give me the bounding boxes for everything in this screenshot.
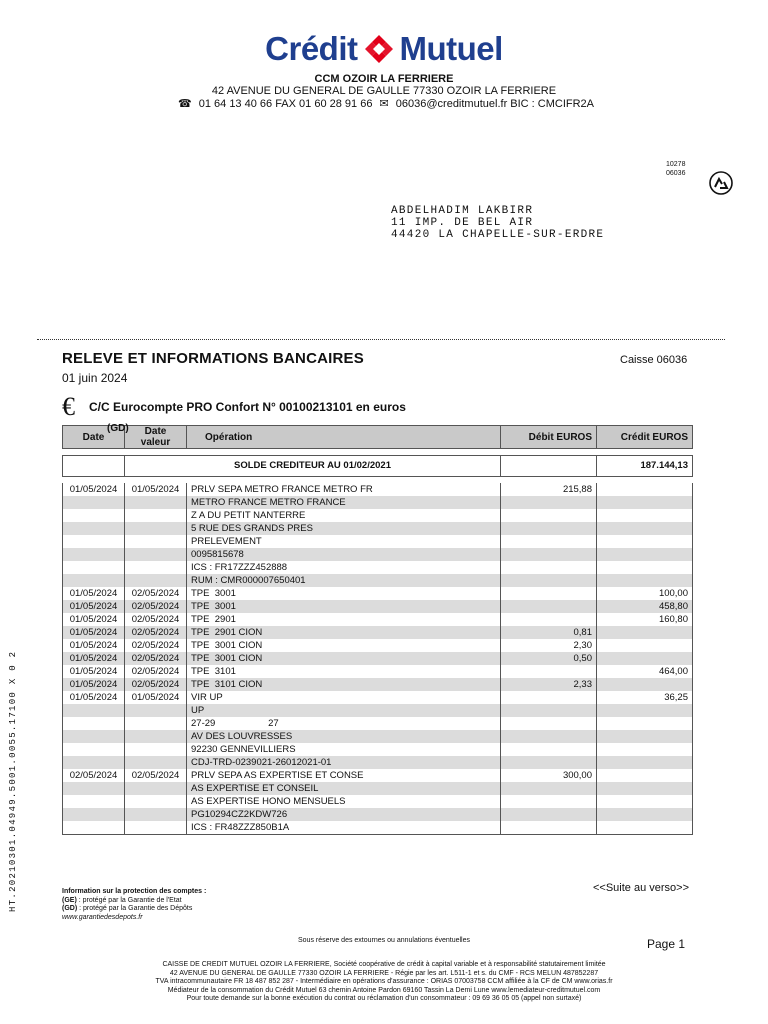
transaction-row [63, 626, 693, 639]
transaction-operation: UP [187, 704, 501, 717]
recycling-mark-icon [708, 170, 734, 196]
transaction-debit [501, 613, 597, 626]
transaction-value-date [125, 821, 187, 835]
header-credit: Crédit EUROS [597, 426, 693, 449]
transaction-row [63, 548, 693, 561]
transaction-value-date [125, 743, 187, 756]
transaction-value-date [125, 782, 187, 795]
transaction-operation: PG10294CZ2KDW726 [187, 808, 501, 821]
header-date-valeur: Date valeur [125, 426, 187, 449]
transaction-value-date: 02/05/2024 [125, 678, 187, 691]
transaction-debit [501, 743, 597, 756]
transaction-row [63, 756, 693, 769]
transaction-row [63, 535, 693, 548]
transaction-date [63, 574, 125, 587]
transaction-credit [597, 782, 693, 795]
transaction-credit: 160,80 [597, 613, 693, 626]
transaction-operation: 0095815678 [187, 548, 501, 561]
branch-phone: 01 64 13 40 66 FAX 01 60 28 91 66 [198, 98, 373, 110]
transaction-credit [597, 704, 693, 717]
transaction-credit [597, 808, 693, 821]
transaction-date [63, 535, 125, 548]
transaction-row [63, 639, 693, 652]
opening-balance-value: 187.144,13 [597, 456, 693, 477]
transaction-credit [597, 626, 693, 639]
transaction-credit [597, 821, 693, 835]
transaction-debit [501, 730, 597, 743]
transaction-credit: 36,25 [597, 691, 693, 704]
transaction-value-date [125, 522, 187, 535]
branch-address: 42 AVENUE DU GENERAL DE GAULLE 77330 OZOIR LA FERRIERE [211, 85, 557, 97]
transaction-credit [597, 561, 693, 574]
euro-icon: € [62, 392, 75, 421]
transaction-row [63, 691, 693, 704]
transaction-date: 01/05/2024 [63, 665, 125, 678]
transaction-credit [597, 483, 693, 496]
transaction-debit [501, 600, 597, 613]
recipient-name: ABDELHADIM LAKBIRR [391, 205, 534, 217]
transaction-value-date: 01/05/2024 [125, 691, 187, 704]
transaction-date [63, 743, 125, 756]
transaction-debit [501, 509, 597, 522]
transaction-date [63, 821, 125, 835]
legal-notice [0, 961, 768, 1004]
transaction-date: 01/05/2024 [63, 613, 125, 626]
recipient-city: 44420 LA CHAPELLE-SUR-ERDRE [391, 229, 605, 241]
transaction-row [63, 613, 693, 626]
bank-logo [0, 30, 768, 70]
protection-ge: (GE) : protégé par la Garantie de l'Etat [62, 896, 182, 904]
transaction-debit [501, 782, 597, 795]
transaction-credit [597, 535, 693, 548]
transaction-value-date [125, 717, 187, 730]
transaction-debit [501, 535, 597, 548]
transaction-credit: 458,80 [597, 600, 693, 613]
statement-title: RELEVE ET INFORMATIONS BANCAIRES [62, 350, 364, 367]
transaction-row [63, 587, 693, 600]
statement-date: 01 juin 2024 [62, 371, 128, 385]
transaction-credit [597, 678, 693, 691]
transaction-date [63, 717, 125, 730]
transaction-debit [501, 496, 597, 509]
transaction-value-date [125, 730, 187, 743]
transaction-value-date [125, 808, 187, 821]
transaction-value-date [125, 704, 187, 717]
transaction-debit [501, 548, 597, 561]
transaction-credit: 464,00 [597, 665, 693, 678]
transaction-operation: TPE 2901 [187, 613, 501, 626]
transaction-row [63, 665, 693, 678]
branch-name: CCM OZOIR LA FERRIERE [314, 73, 454, 85]
fold-line [37, 339, 725, 340]
legal-line: Médiateur de la consommation du Crédit Mutuel 63 chemin Antoine Pardon 69160 Tassin La Demi Lune www.lemediateur-creditmutuel.com [167, 986, 601, 994]
continue-overleaf: <<Suite au verso>> [593, 882, 690, 894]
transaction-debit: 2,33 [501, 678, 597, 691]
statement-table [62, 425, 693, 835]
branch-email-bic: 06036@creditmutuel.fr BIC : CMCIFR2A [395, 98, 595, 110]
transaction-operation: TPE 2901 CION [187, 626, 501, 639]
transaction-debit [501, 561, 597, 574]
transaction-operation: ICS : FR48ZZZ850B1A [187, 821, 501, 835]
transaction-operation: TPE 3001 [187, 600, 501, 613]
reserve-note: Sous réserve des extournes ou annulations éventuelles [298, 937, 470, 944]
transaction-credit [597, 522, 693, 535]
header-operation: Opération [187, 426, 501, 449]
opening-balance-row [63, 456, 693, 477]
logo-text-left: Crédit [265, 30, 358, 67]
transaction-row [63, 522, 693, 535]
transaction-value-date [125, 509, 187, 522]
transaction-operation: CDJ-TRD-0239021-26012021-01 [187, 756, 501, 769]
transaction-credit [597, 756, 693, 769]
transaction-row [63, 717, 693, 730]
transaction-debit [501, 522, 597, 535]
opening-balance-label: SOLDE CREDITEUR AU 01/02/2021 [125, 456, 501, 477]
transaction-value-date [125, 548, 187, 561]
legal-line: 42 AVENUE DU GENERAL DE GAULLE 77330 OZOIR LA FERRIERE - Régie par les art. L511-1 et s. du CMF - RCS MELUN 487852287 [169, 969, 599, 977]
transaction-value-date: 02/05/2024 [125, 587, 187, 600]
transaction-date: 01/05/2024 [63, 600, 125, 613]
transaction-credit: 100,00 [597, 587, 693, 600]
transaction-date: 01/05/2024 [63, 652, 125, 665]
transaction-debit: 0,81 [501, 626, 597, 639]
transaction-credit [597, 574, 693, 587]
transaction-operation: TPE 3101 [187, 665, 501, 678]
transaction-date [63, 496, 125, 509]
legal-line: Pour toute demande sur la bonne exécution du contrat ou réclamation d'un consommateur : 09 69 36 05 05 (appel non surtaxé) [186, 995, 582, 1003]
reference-codes [666, 160, 685, 178]
transaction-row [63, 821, 693, 835]
legal-line: TVA intracommunautaire FR 18 487 852 287 - Intermédiaire en opérations d'assurance : ORIAS 07003758 CCM affiliée à la CF de CM www.orias.fr [155, 978, 613, 986]
header-gd-marker: (GD) [107, 423, 129, 434]
transaction-value-date: 01/05/2024 [125, 483, 187, 496]
account-heading [62, 392, 406, 421]
transaction-row [63, 600, 693, 613]
reference-code: 06036 [666, 170, 686, 177]
transaction-operation: 92230 GENNEVILLIERS [187, 743, 501, 756]
transaction-debit: 215,88 [501, 483, 597, 496]
transaction-date: 01/05/2024 [63, 587, 125, 600]
transaction-value-date [125, 496, 187, 509]
recipient-street: 11 IMP. DE BEL AIR [391, 217, 534, 229]
transaction-operation: RUM : CMR000007650401 [187, 574, 501, 587]
transaction-row [63, 730, 693, 743]
transaction-credit [597, 769, 693, 782]
transaction-debit [501, 756, 597, 769]
transaction-date [63, 730, 125, 743]
transaction-debit: 2,30 [501, 639, 597, 652]
phone-icon: ☎ [177, 98, 192, 110]
transaction-date: 01/05/2024 [63, 639, 125, 652]
transaction-row [63, 574, 693, 587]
protection-gd: (GD) : protégé par la Garantie des Dépôts [62, 905, 193, 912]
transaction-value-date [125, 756, 187, 769]
transaction-operation: PRLV SEPA METRO FRANCE METRO FR [187, 483, 501, 496]
transaction-value-date [125, 574, 187, 587]
transaction-debit: 0,50 [501, 652, 597, 665]
statement-table-wrapper [62, 425, 692, 835]
transaction-debit [501, 574, 597, 587]
protection-title: Information sur la protection des comptes : [62, 888, 207, 895]
transaction-date [63, 522, 125, 535]
transaction-operation: AS EXPERTISE ET CONSEIL [187, 782, 501, 795]
transaction-value-date [125, 795, 187, 808]
transaction-operation: ICS : FR17ZZZ452888 [187, 561, 501, 574]
legal-line: CAISSE DE CREDIT MUTUEL OZOIR LA FERRIERE, Société coopérative de crédit à capital variable et à responsabilité statutairement limitée [162, 961, 606, 968]
transaction-row [63, 704, 693, 717]
transaction-row [63, 795, 693, 808]
transaction-debit [501, 821, 597, 835]
transaction-value-date: 02/05/2024 [125, 652, 187, 665]
transaction-row [63, 561, 693, 574]
protection-url[interactable]: www.garantiedesdepots.fr [62, 913, 143, 921]
transaction-credit [597, 717, 693, 730]
transaction-date: 01/05/2024 [63, 691, 125, 704]
transaction-operation: Z A DU PETIT NANTERRE [187, 509, 501, 522]
transaction-debit [501, 808, 597, 821]
transaction-date [63, 548, 125, 561]
table-spacer [63, 449, 693, 456]
transaction-row [63, 808, 693, 821]
transaction-credit [597, 652, 693, 665]
transaction-value-date: 02/05/2024 [125, 600, 187, 613]
vertical-tracking-code: HT.20210301.04949.5001.0055.17100 X 0 2 [8, 650, 18, 912]
transaction-debit [501, 795, 597, 808]
transaction-value-date: 02/05/2024 [125, 613, 187, 626]
transaction-date [63, 561, 125, 574]
transaction-operation: TPE 3001 [187, 587, 501, 600]
transaction-credit [597, 795, 693, 808]
mail-icon: ✉ [379, 98, 389, 110]
transaction-value-date [125, 561, 187, 574]
transaction-row [63, 496, 693, 509]
transaction-credit [597, 548, 693, 561]
transaction-date [63, 808, 125, 821]
transaction-value-date: 02/05/2024 [125, 769, 187, 782]
transaction-row [63, 509, 693, 522]
transaction-row [63, 483, 693, 496]
transaction-debit [501, 587, 597, 600]
transaction-operation: PRELEVEMENT [187, 535, 501, 548]
transaction-date: 01/05/2024 [63, 483, 125, 496]
account-label: C/C Eurocompte PRO Confort N° 00100213101 en euros [89, 400, 406, 414]
transaction-date: 02/05/2024 [63, 769, 125, 782]
transaction-operation: 27-29 27 [187, 717, 501, 730]
transaction-credit [597, 639, 693, 652]
transaction-credit [597, 743, 693, 756]
transaction-value-date: 02/05/2024 [125, 665, 187, 678]
credit-mutuel-logo-icon [362, 32, 396, 66]
transaction-row [63, 769, 693, 782]
reference-code: 10278 [666, 161, 686, 168]
transaction-row [63, 782, 693, 795]
transaction-operation: TPE 3101 CION [187, 678, 501, 691]
transaction-operation: TPE 3001 CION [187, 639, 501, 652]
transaction-value-date [125, 535, 187, 548]
transaction-credit [597, 509, 693, 522]
transaction-date [63, 756, 125, 769]
transaction-debit: 300,00 [501, 769, 597, 782]
transaction-operation: AV DES LOUVRESSES [187, 730, 501, 743]
transaction-value-date: 02/05/2024 [125, 639, 187, 652]
transaction-row [63, 678, 693, 691]
transaction-date [63, 795, 125, 808]
table-body [63, 449, 693, 835]
transaction-operation: TPE 3001 CION [187, 652, 501, 665]
caisse-number: Caisse 06036 [620, 354, 688, 366]
header-debit: Débit EUROS [501, 426, 597, 449]
page-number: Page 1 [647, 937, 686, 951]
transaction-credit [597, 496, 693, 509]
protection-info [62, 888, 206, 922]
transaction-debit [501, 691, 597, 704]
table-header-row [63, 426, 693, 449]
transaction-credit [597, 730, 693, 743]
transaction-date [63, 782, 125, 795]
transaction-debit [501, 665, 597, 678]
logo-text-right: Mutuel [399, 30, 503, 67]
transaction-operation: AS EXPERTISE HONO MENSUELS [187, 795, 501, 808]
transaction-operation: METRO FRANCE METRO FRANCE [187, 496, 501, 509]
header-date: Date (GD) [63, 426, 125, 449]
transaction-date: 01/05/2024 [63, 678, 125, 691]
transaction-operation: 5 RUE DES GRANDS PRES [187, 522, 501, 535]
transaction-row [63, 652, 693, 665]
transaction-operation: VIR UP [187, 691, 501, 704]
transaction-operation: PRLV SEPA AS EXPERTISE ET CONSE [187, 769, 501, 782]
transaction-row [63, 743, 693, 756]
transaction-value-date: 02/05/2024 [125, 626, 187, 639]
transaction-date [63, 704, 125, 717]
recipient-address [391, 205, 604, 241]
transaction-debit [501, 717, 597, 730]
transaction-date [63, 509, 125, 522]
transaction-debit [501, 704, 597, 717]
transaction-date: 01/05/2024 [63, 626, 125, 639]
branch-contact [0, 97, 768, 110]
